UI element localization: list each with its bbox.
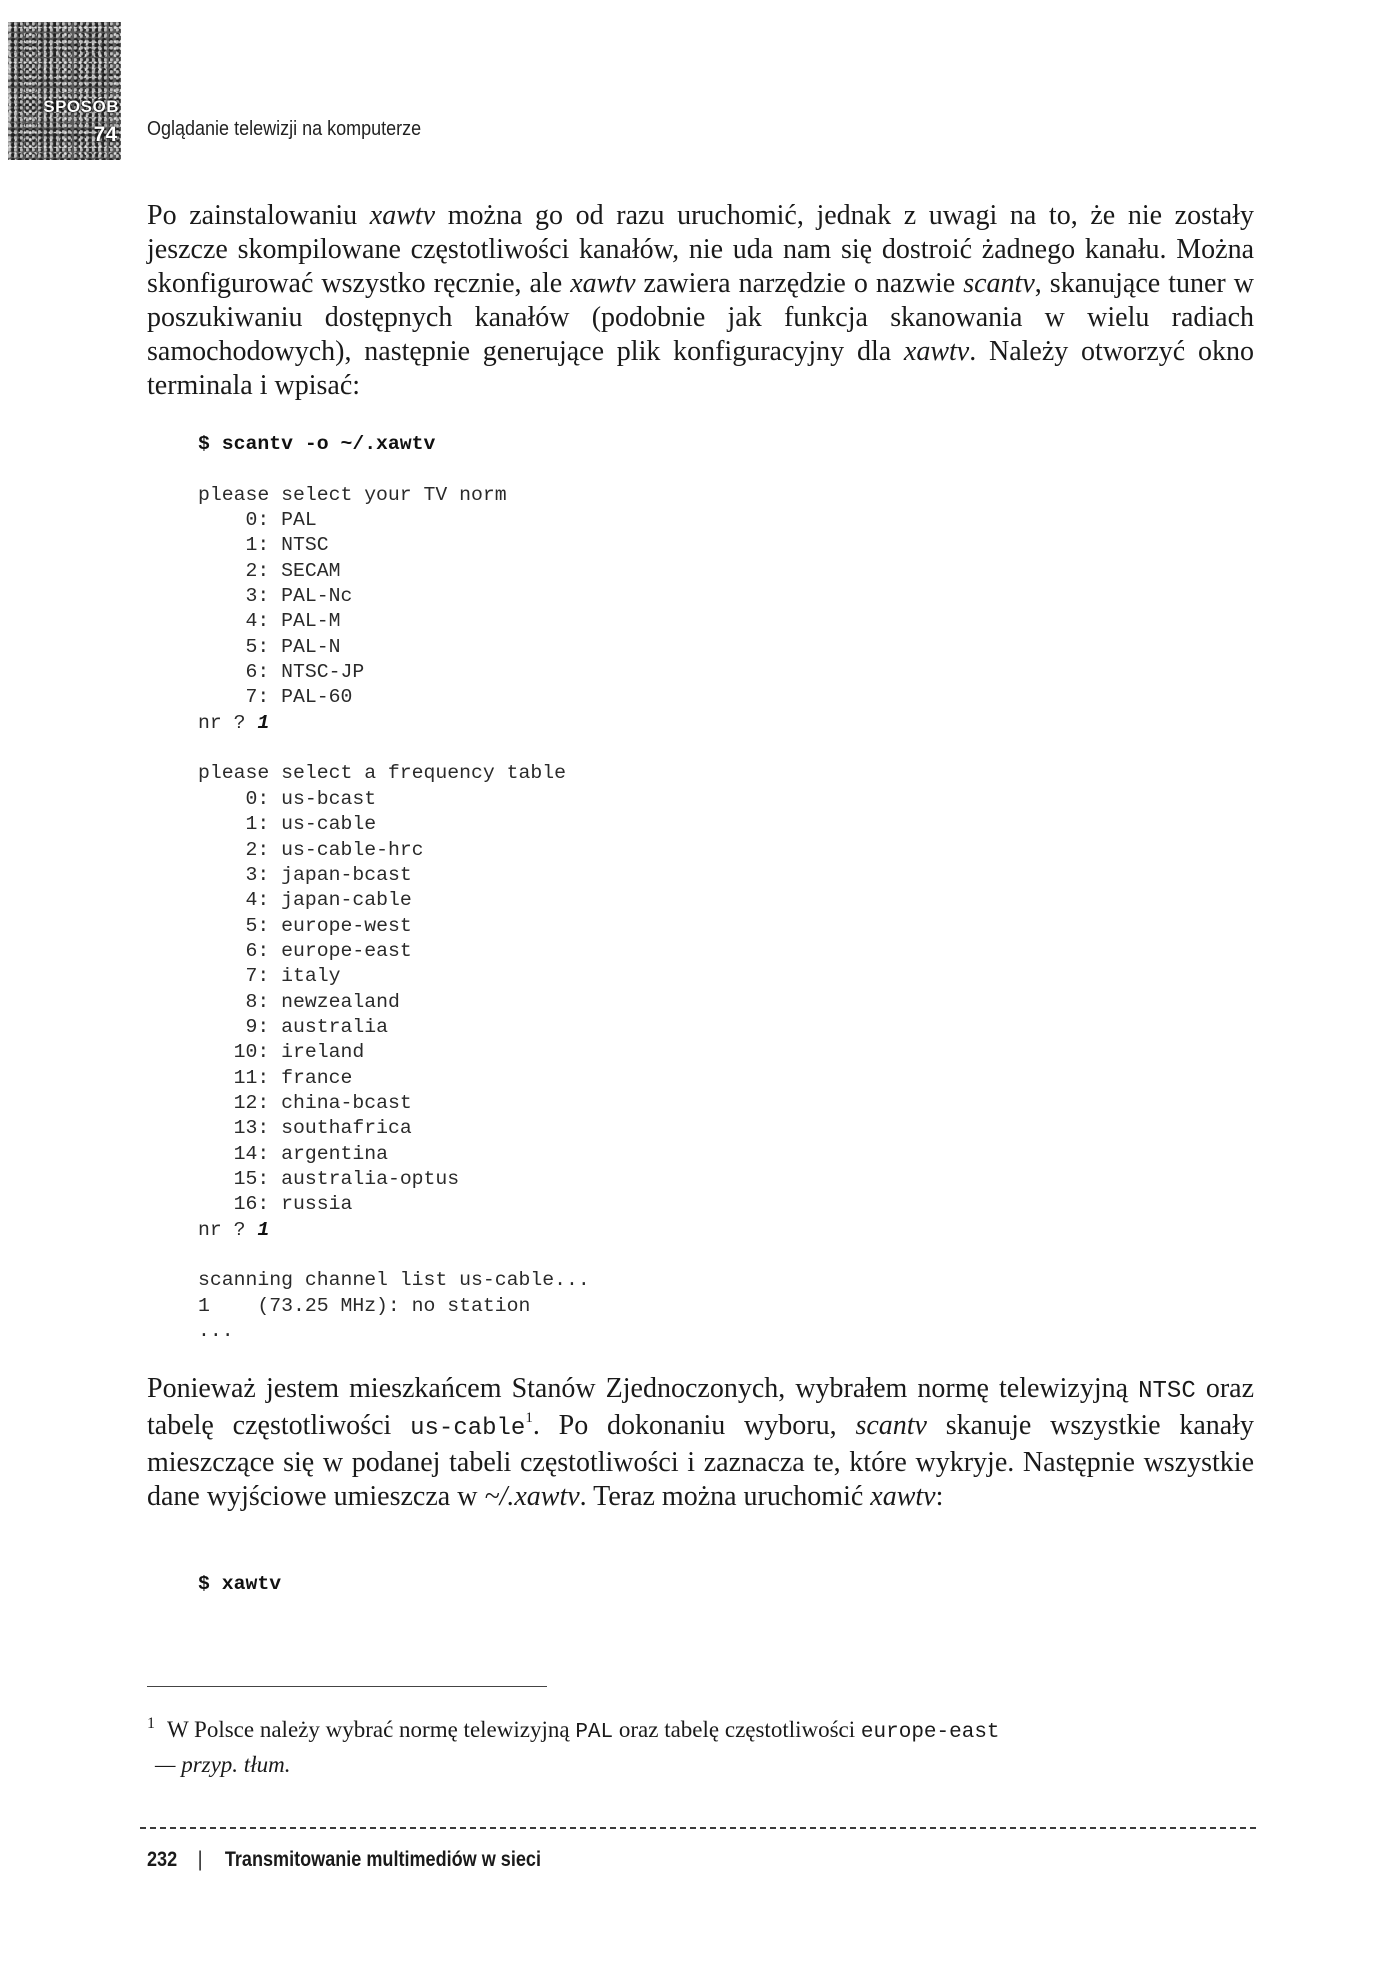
- footnote-divider: [147, 1686, 547, 1687]
- frequency-option: 6: europe-east: [233, 939, 412, 962]
- user-answer: 1: [257, 1218, 270, 1241]
- text: . Teraz można uruchomić: [579, 1481, 871, 1512]
- frequency-prompt: please select a frequency table: [198, 762, 566, 785]
- terminal-output-scantv: [198, 432, 590, 1344]
- command-line: $ scantv -o ~/.xawtv: [198, 433, 436, 455]
- frequency-option: 10: ireland: [233, 1041, 365, 1064]
- text: . Po dokonaniu wyboru,: [532, 1410, 856, 1441]
- program-name: scantv: [855, 1410, 927, 1441]
- norm-option: 1: NTSC: [245, 534, 329, 557]
- program-name: xawtv: [570, 268, 636, 299]
- running-header-title: Oglądanie telewizji na komputerze: [147, 118, 422, 140]
- text: Po zainstalowaniu: [147, 200, 370, 231]
- frequency-option: 2: us-cable-hrc: [233, 838, 424, 861]
- frequency-option: 13: southafrica: [233, 1117, 412, 1140]
- norm-option: 0: PAL: [245, 509, 317, 532]
- nr-prompt: nr ?: [198, 711, 258, 734]
- book-title: Transmitowanie multimediów w sieci: [224, 1848, 541, 1871]
- paragraph-intro: [147, 199, 1254, 403]
- footnote-reference: 1: [525, 1409, 533, 1426]
- text: można go od razu uruchomić, jednak z uwagi na to, że nie zostały jeszcze skompilowane częstotliwości kanałów, nie uda nam się dostroić żadnego kanału. Można skonfigurować wszystko ręcznie, ale: [147, 200, 1254, 299]
- scan-result-line: 1 (73.25 MHz): no station: [198, 1294, 531, 1317]
- frequency-option: 0: us-bcast: [233, 787, 377, 810]
- footer-separator: |: [197, 1848, 203, 1871]
- text: oraz tabelę częstotliwości: [147, 1373, 1254, 1441]
- frequency-option: 16: russia: [233, 1193, 353, 1216]
- norm-option: 4: PAL-M: [245, 610, 341, 633]
- translator-note: — przyp. tłum.: [155, 1752, 291, 1777]
- page-number: 232: [147, 1848, 178, 1871]
- program-name: xawtv: [870, 1481, 936, 1512]
- inline-code: europe-east: [860, 1721, 1000, 1744]
- frequency-option: 11: france: [233, 1066, 353, 1089]
- text: zawiera narzędzie o nazwie: [635, 268, 964, 299]
- file-path: ~/.xawtv: [484, 1481, 580, 1512]
- text: oraz tabelę częstotliwości: [613, 1717, 861, 1742]
- inline-code: PAL: [575, 1721, 614, 1744]
- text: :: [935, 1481, 944, 1512]
- badge-label: SPOSÓB: [43, 97, 119, 116]
- program-name: xawtv: [903, 336, 970, 367]
- frequency-option: 12: china-bcast: [233, 1091, 412, 1114]
- footnote-text: [167, 1712, 1000, 1750]
- program-name: scantv: [963, 268, 1035, 299]
- norm-option: 2: SECAM: [245, 559, 341, 582]
- nr-prompt: nr ?: [198, 1218, 258, 1241]
- norm-option: 6: NTSC-JP: [245, 661, 365, 684]
- footer-divider: [140, 1827, 1256, 1829]
- text: , skanujące tuner w poszukiwaniu dostępnych kanałów (podobnie jak funkcja skanowania w wielu radiach samochodowych), następnie generujące plik konfiguracyjny dla: [147, 268, 1254, 367]
- norm-option: 5: PAL-N: [245, 635, 341, 658]
- inline-code: us-cable: [410, 1415, 526, 1442]
- frequency-option: 4: japan-cable: [233, 889, 412, 912]
- text: skanuje wszystkie kanały mieszczące się w podanej tabeli częstotliwości i zaznacza te, które wykryje. Następnie wszystkie dane wyjściowe umieszcza w: [147, 1410, 1255, 1512]
- badge-number: 74: [93, 123, 117, 146]
- inline-code: NTSC: [1138, 1378, 1196, 1405]
- frequency-option: 7: italy: [233, 965, 341, 988]
- frequency-option: 5: europe-west: [233, 914, 412, 937]
- norm-prompt: please select your TV norm: [198, 483, 507, 506]
- frequency-option: 8: newzealand: [233, 990, 400, 1013]
- frequency-option: 9: australia: [233, 1015, 388, 1038]
- text: Ponieważ jestem mieszkańcem Stanów Zjednoczonych, wybrałem normę telewizyjną: [147, 1373, 1139, 1404]
- chapter-badge: [8, 22, 121, 160]
- text: . Należy otworzyć okno terminala i wpisać:: [147, 336, 1254, 401]
- paragraph-explanation: [147, 1372, 1254, 1514]
- output-ellipsis: ...: [198, 1320, 234, 1343]
- page-footer: [147, 1848, 541, 1872]
- frequency-option: 3: japan-bcast: [233, 863, 412, 886]
- norm-option: 3: PAL-Nc: [245, 585, 353, 608]
- scan-status-line: scanning channel list us-cable...: [198, 1269, 590, 1292]
- program-name: xawtv: [369, 200, 436, 231]
- norm-option: 7: PAL-60: [245, 686, 353, 709]
- text: W Polsce należy wybrać normę telewizyjną: [167, 1717, 576, 1742]
- terminal-command-xawtv: [198, 1572, 281, 1597]
- user-answer: 1: [257, 711, 270, 734]
- frequency-option: 14: argentina: [233, 1142, 388, 1165]
- footnote-number: 1: [147, 1715, 155, 1732]
- frequency-option: 1: us-cable: [233, 813, 377, 836]
- command-line: $ xawtv: [198, 1573, 282, 1595]
- frequency-option: 15: australia-optus: [233, 1167, 460, 1190]
